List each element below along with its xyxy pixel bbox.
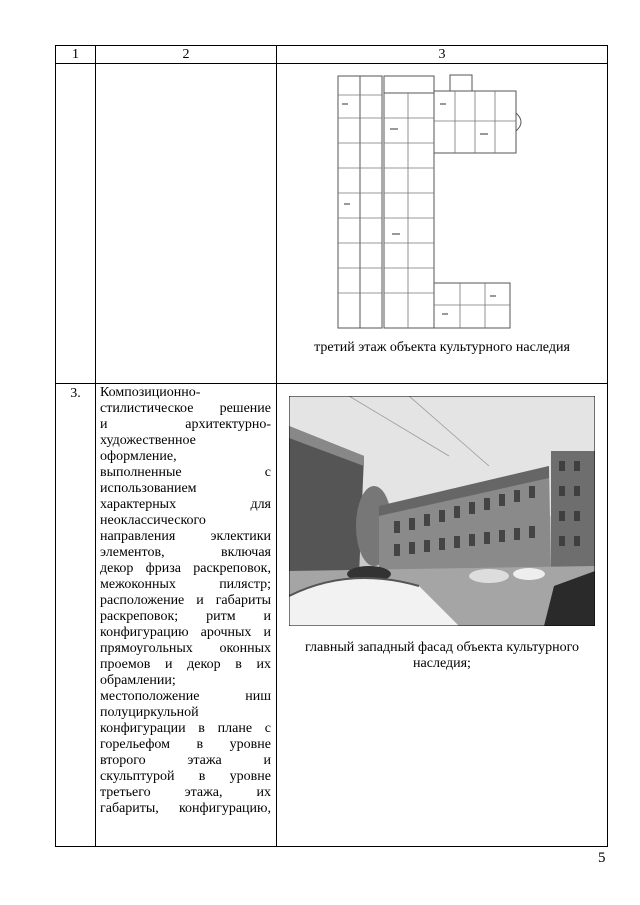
description-line: конфигурацию арочных и: [100, 625, 271, 640]
heritage-table: [55, 45, 608, 847]
description-line: горельефом в уровне: [100, 737, 271, 752]
description-line: габариты, конфигурацию,: [100, 801, 271, 816]
description-line: межоконных пилястр;: [100, 577, 271, 592]
description-line: элементов, включая: [100, 545, 271, 560]
header-col-3: 3: [277, 46, 608, 64]
description-line: и архитектурно-: [100, 417, 271, 432]
page-number: 5: [598, 850, 606, 866]
description-line: раскреповок; ритм и: [100, 609, 271, 624]
header-col-1: 1: [56, 46, 96, 64]
description-line: третьего этажа, их: [100, 785, 271, 800]
description-line: местоположение ниш: [100, 689, 271, 704]
row1-number-cell: [56, 64, 96, 384]
header-row: [56, 46, 608, 64]
description-line: прямоугольных оконных: [100, 641, 271, 656]
facade-photo: [289, 396, 595, 626]
description-line: использованием: [100, 481, 197, 496]
description-line: скульптурой в уровне: [100, 769, 271, 784]
description-line: декор фриза раскреповок,: [100, 561, 271, 576]
floor-plan-drawing: [330, 73, 525, 331]
description-line: стилистическое решение: [100, 401, 271, 416]
table-row-facade: [56, 384, 608, 847]
description-line: характерных для: [100, 497, 271, 512]
facade-caption-line-1: главный западный фасад объекта культурного: [304, 640, 579, 655]
description-line: выполненные с: [100, 465, 271, 480]
description-line: обрамлении;: [100, 673, 176, 688]
facade-caption-line-2: наследия;: [413, 656, 471, 671]
row2-number: 3.: [56, 384, 96, 847]
row1-image-cell: [277, 64, 608, 384]
row2-text-cell: [96, 384, 277, 847]
description-line: художественное: [100, 433, 196, 448]
description-line: конфигурации в плане с: [100, 721, 271, 736]
description-line: неоклассического: [100, 513, 206, 528]
row2-description: [96, 384, 276, 817]
description-line: полуциркульной: [100, 705, 199, 720]
description-line: расположение и габариты: [100, 593, 271, 608]
row1-text-cell: [96, 64, 277, 384]
header-col-2: 2: [96, 46, 277, 64]
description-line: проемов и декор в их: [100, 657, 271, 672]
description-line: второго этажа и: [100, 753, 271, 768]
facade-caption: [277, 640, 607, 672]
description-line: направления эклектики: [100, 529, 271, 544]
row2-image-cell: [277, 384, 608, 847]
description-line: оформление,: [100, 449, 177, 464]
floor-plan-caption: третий этаж объекта культурного наследия: [314, 340, 570, 355]
description-line: Композиционно-: [100, 385, 201, 400]
table-row-floor-plan: [56, 64, 608, 384]
